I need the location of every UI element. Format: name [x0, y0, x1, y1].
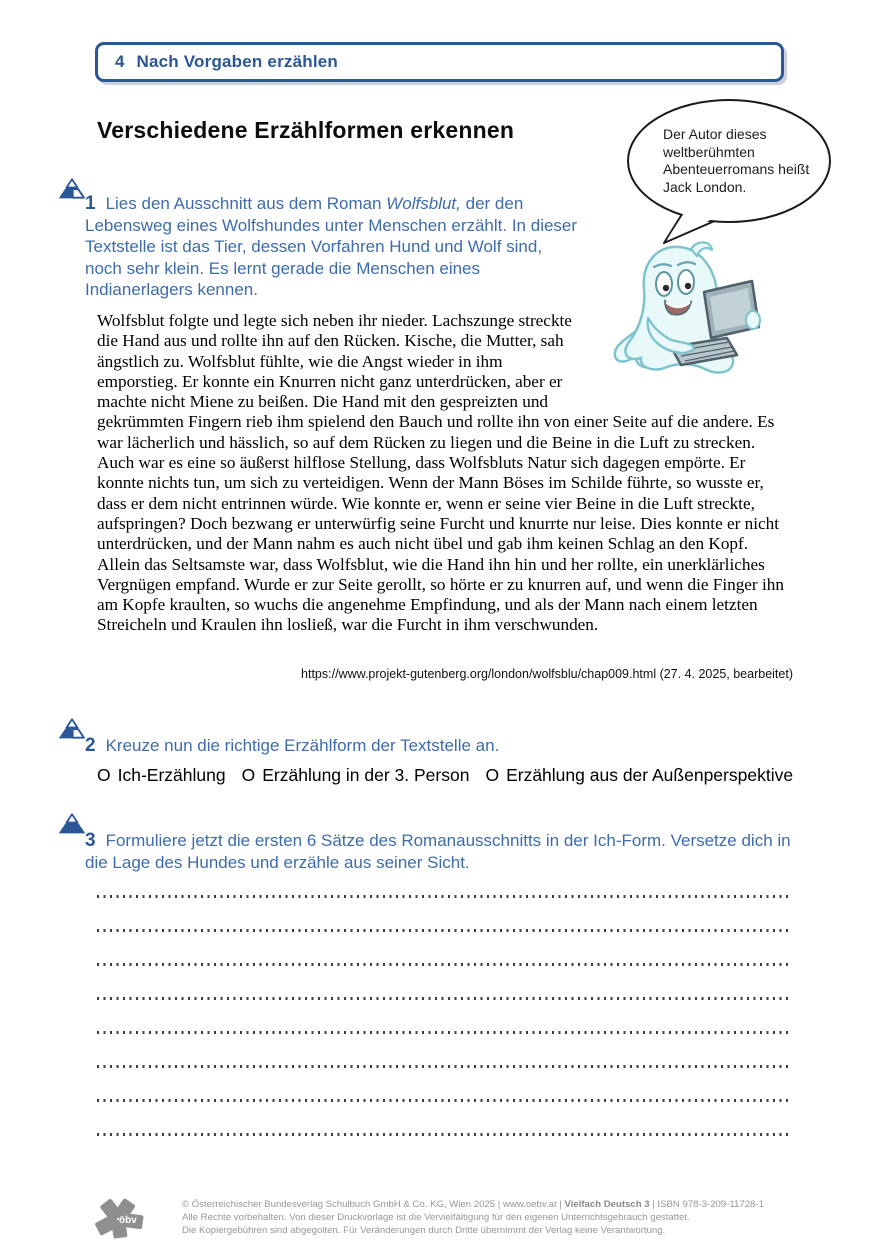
option-dritte-person[interactable]: [242, 765, 470, 786]
radio-circle[interactable]: O: [241, 765, 256, 785]
task-1-instruction: [85, 193, 582, 301]
writing-line[interactable]: [97, 1031, 791, 1034]
difficulty-level-icon: [57, 177, 87, 200]
task-3-number: 3: [85, 830, 96, 851]
task-3-instruction: [85, 830, 799, 873]
writing-line[interactable]: [97, 895, 791, 898]
difficulty-level-icon: [57, 717, 87, 740]
writing-line[interactable]: [97, 929, 791, 932]
footer-line-3: Die Kopiergebühren sind abgegolten. Für Veränderungen durch Dritte übernimmt der Verlag keine Verantwortung.: [182, 1224, 666, 1236]
task-1-text: Lies den Ausschnitt aus dem Roman: [105, 194, 387, 213]
chapter-header: [95, 42, 784, 82]
page-title: Verschiedene Erzählformen erkennen: [97, 117, 515, 143]
option-aussenperspektive[interactable]: [485, 765, 793, 786]
option-ich-erzaehlung[interactable]: [97, 765, 226, 786]
task-2-text: Kreuze nun die richtige Erzählform der Textstelle an.: [105, 736, 500, 755]
difficulty-level-icon: [57, 812, 87, 835]
source-citation: https://www.projekt-gutenberg.org/london/wolfsblu/chap009.html (27. 4. 2025, bearbeitet): [301, 667, 793, 681]
task-3-text: Formuliere jetzt die ersten 6 Sätze des Romanausschnitts in der Ich-Form. Versetze dich in die Lage des Hundes und erzähle aus seiner Sicht.: [85, 831, 791, 872]
text-wrap-spacer: [581, 311, 793, 393]
task-2-number: 2: [85, 735, 96, 756]
option-label: Ich-Erzählung: [117, 765, 226, 785]
footer-imprint: [182, 1199, 850, 1238]
writing-line[interactable]: [97, 1065, 791, 1068]
radio-circle[interactable]: O: [485, 765, 500, 785]
footer-line-2: Alle Rechte vorbehalten. Von dieser Druckvorlage ist die Vervielfältigung für den eigenen Unterrichtsgebrauch gestattet.: [182, 1211, 690, 1223]
writing-line[interactable]: [97, 963, 791, 966]
writing-line[interactable]: [97, 1099, 791, 1102]
radio-circle[interactable]: O: [97, 765, 111, 785]
reading-passage: [97, 311, 793, 636]
chapter-number: 4: [115, 52, 125, 71]
narrative-form-options: [97, 765, 837, 786]
writing-line[interactable]: [97, 1133, 791, 1136]
task-1-text-cont: der den Lebensweg eines Wolfshundes unter Menschen erzählt. In dieser Textstelle ist das Tier, dessen Vorfahren Hund und Wolf sind, noch sehr klein. Es lernt gerade die Menschen eines Indianerlagers kennen.: [85, 194, 578, 299]
writing-lines: [97, 895, 791, 1167]
writing-line[interactable]: [97, 997, 791, 1000]
speech-bubble-text: Der Autor dieses weltberühmten Abenteuerromans heißt Jack London.: [663, 126, 810, 195]
task-1-number: 1: [85, 193, 96, 214]
oebv-asterisk-logo: [92, 1194, 146, 1246]
footer-line-1: © Österreichischer Bundesverlag Schulbuch GmbH & Co. KG, Wien 2025 | www.oebv.at | Vielfach Deutsch 3 | ISBN 978-3-209-11728-1: [182, 1199, 764, 1210]
task-1-book-title: Wolfsblut,: [386, 194, 461, 213]
oebv-logo-text: öbv: [119, 1215, 137, 1226]
passage-text: Wolfsblut folgte und legte sich neben ihr nieder. Lachszunge streckte die Hand aus und rollte ihn auf den Rücken. Kische, die Mutter, sah ängstlich zu. Wolfsblut fühlte, wie die Angst wieder in ihm emporstieg. Er konnte ein Knurren nicht ganz unterdrücken, aber er machte nicht Miene zu beißen. Die Hand mit den gespreizten und gekrümmten Fingern rieb ihm spielend den Bauch und rollte ihn von einer Seite auf die andere. Es war lächerlich und hässlich, so auf dem Rücken zu liegen und die Beine in die Luft zu strecken. Auch war es eine so äußerst hilflose Stellung, dass Wolfsbluts Natur sich dagegen empörte. Er konnte nichts tun, um sich zu verteidigen. Wenn der Mann Böses im Schilde führte, so wusste er, dass er dem nicht entrinnen würde. Wie konnte er, wenn er seine vier Beine in die Luft streckte, aufspringen? Doch bezwang er unterwürfig seine Furcht und knurrte nur leise. Dies konnte er nicht unterdrücken, und der Mann nahm es auch nicht übel und gab ihm keinen Schlag an den Kopf. Allein das Seltsamste war, dass Wolfsblut, wie die Hand ihn hin und her rollte, ein unerklärliches Vergnügen empfand. Wurde er zur Seite gerollt, so hörte er zu knurren auf, und wenn die Finger ihn am Kopfe kraulten, so wuchs die angenehme Empfindung, und als der Mann nach einem letzten Streicheln und Kraulen ihn losließ, war die Furcht in ihm verschwunden.: [97, 311, 784, 635]
task-2-instruction: [85, 735, 805, 757]
option-label: Erzählung in der 3. Person: [262, 765, 470, 785]
chapter-title: Nach Vorgaben erzählen: [136, 52, 338, 71]
option-label: Erzählung aus der Außenperspektive: [506, 765, 794, 785]
